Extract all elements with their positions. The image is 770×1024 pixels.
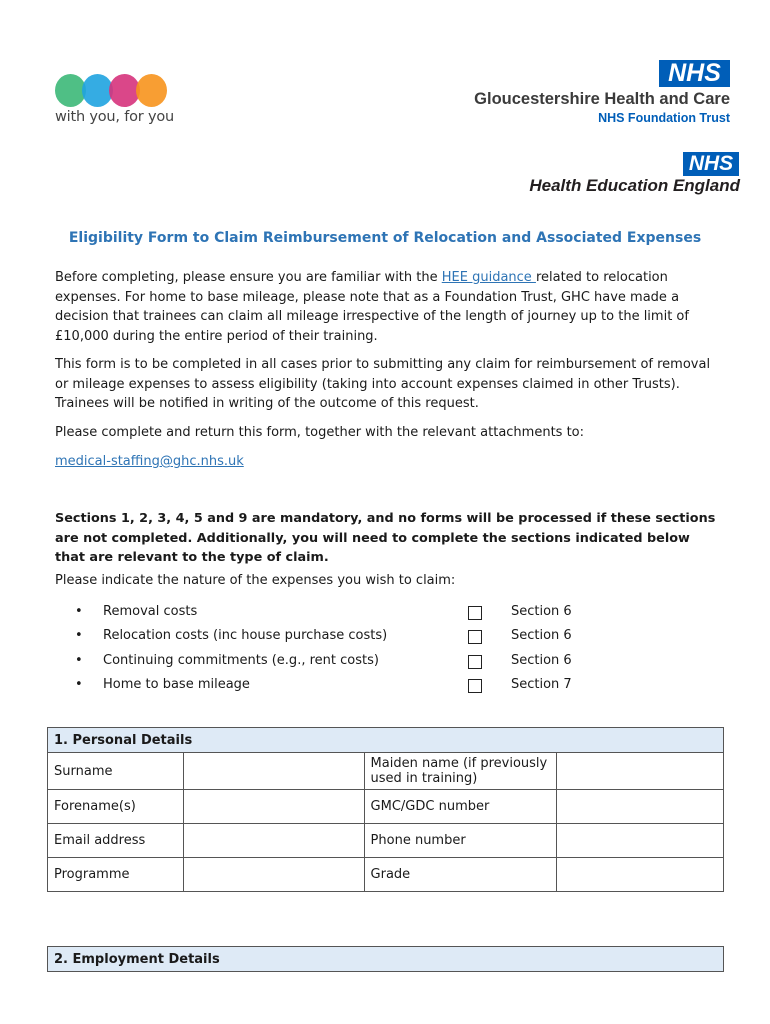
indicate-expenses-prompt: Please indicate the nature of the expenses you wish to claim: [55, 573, 456, 588]
employment-details-header: 2. Employment Details [48, 947, 724, 972]
mandatory-sections-note: Sections 1, 2, 3, 4, 5 and 9 are mandatory, and no forms will be processed if these sections are not completed. Additionally, you will need to complete the sections indicated below that are relevant to the type of claim. [55, 511, 716, 565]
phone-number-field[interactable] [557, 824, 724, 858]
intro-paragraph [55, 268, 720, 346]
email-link[interactable]: medical-staffing@ghc.nhs.uk [55, 454, 244, 469]
home-to-base-mileage-checkbox[interactable] [468, 679, 482, 693]
email-address-label: Email address [48, 824, 184, 858]
hee-guidance-link[interactable]: HEE guidance [441, 270, 536, 285]
with-you-for-you-logo [55, 74, 170, 108]
hee-organisation-name: Health Education England [529, 176, 740, 195]
eligibility-paragraph: This form is to be completed in all cases prior to submitting any claim for reimbursement of removal or mileage expenses to assess eligibility (taking into account expenses claimed in other Trusts). Trainees will be notified in writing of the outcome of this request. [55, 357, 711, 411]
phone-number-label: Phone number [364, 824, 557, 858]
programme-field[interactable] [183, 858, 364, 892]
logo-circle-orange [136, 74, 167, 107]
grade-field[interactable] [557, 858, 724, 892]
forename-field[interactable] [183, 790, 364, 824]
surname-field[interactable] [183, 753, 364, 790]
maiden-name-field[interactable] [557, 753, 724, 790]
claim-option-mileage [75, 677, 595, 697]
claim-label: Relocation costs (inc house purchase costs) [103, 628, 388, 643]
nhs-badge-hee: NHS [683, 152, 739, 176]
gmc-gdc-field[interactable] [557, 790, 724, 824]
claim-section-ref: Section 7 [511, 677, 572, 692]
page-title: Eligibility Form to Claim Reimbursement of Relocation and Associated Expenses [68, 230, 702, 246]
bullet: • [75, 604, 83, 619]
personal-details-table [47, 727, 724, 892]
nhs-badge-ghc: NHS [659, 60, 730, 87]
logo-tagline: with you, for you [55, 109, 175, 125]
gmc-gdc-label: GMC/GDC number [364, 790, 557, 824]
continuing-commitments-checkbox[interactable] [468, 655, 482, 669]
relocation-costs-checkbox[interactable] [468, 630, 482, 644]
claim-option-continuing [75, 653, 595, 673]
claim-label: Removal costs [103, 604, 198, 619]
intro-text-before-link: Before completing, please ensure you are familiar with the [55, 270, 442, 285]
personal-details-header: 1. Personal Details [48, 728, 724, 753]
intro-text-after-link: related to relocation expenses. For home to base mileage, please note that as a Foundation Trust, GHC have made a decision that trainees can claim all mileage irrespective of the length of journey up to the limit of £10,000 during the entire period of their training. [55, 270, 689, 344]
forename-label: Forename(s) [48, 790, 184, 824]
programme-label: Programme [48, 858, 184, 892]
claim-option-removal [75, 604, 595, 624]
claim-section-ref: Section 6 [511, 628, 572, 643]
employment-details-table [47, 946, 724, 972]
return-instructions: Please complete and return this form, together with the relevant attachments to: [55, 425, 585, 440]
bullet: • [75, 677, 83, 692]
bullet: • [75, 628, 83, 643]
email-paragraph [55, 452, 720, 472]
claim-label: Continuing commitments (e.g., rent costs) [103, 653, 379, 668]
claim-option-relocation [75, 628, 595, 648]
email-address-field[interactable] [183, 824, 364, 858]
claim-section-ref: Section 6 [511, 604, 572, 619]
claim-label: Home to base mileage [103, 677, 250, 692]
grade-label: Grade [364, 858, 557, 892]
ghc-organisation-name: Gloucestershire Health and Care [474, 90, 730, 108]
removal-costs-checkbox[interactable] [468, 606, 482, 620]
maiden-name-label: Maiden name (if previously used in training) [364, 753, 557, 790]
claim-section-ref: Section 6 [511, 653, 572, 668]
bullet: • [75, 653, 83, 668]
ghc-trust-name: NHS Foundation Trust [598, 111, 730, 125]
surname-label: Surname [48, 753, 184, 790]
